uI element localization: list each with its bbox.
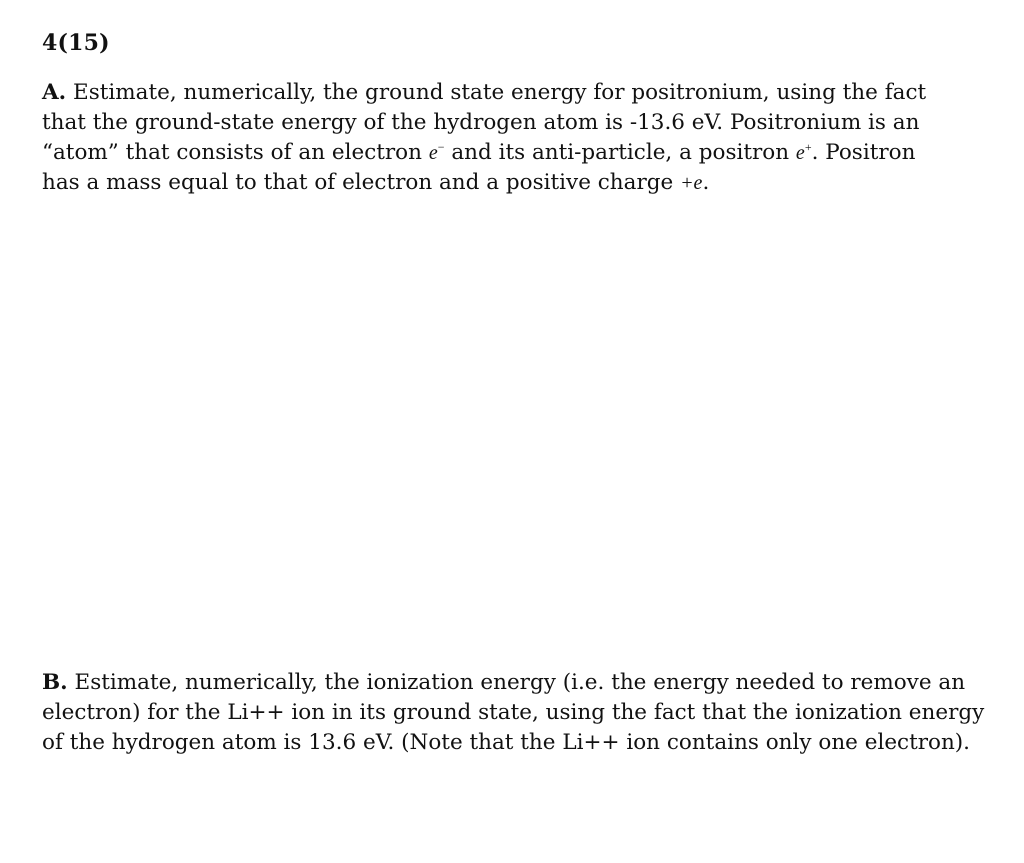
part-b-line-3: of the hydrogen atom is 13.6 eV. (Note that the Li++ ion contains only one electron). [42, 730, 971, 755]
part-a-line-3-end: . Positron [811, 140, 916, 165]
positron-symbol [796, 142, 812, 164]
part-a-line-4-end: . [702, 170, 710, 195]
part-a-label: A. [42, 80, 67, 105]
electron-charge-sign: − [437, 140, 445, 154]
part-a-line-2: that the ground-state energy of the hydrogen atom is -13.6 eV. Positronium is an [42, 110, 920, 135]
positron-charge-sign: + [804, 140, 812, 154]
part-a-line-3 [42, 138, 982, 168]
part-a-line-4 [42, 168, 982, 198]
problem-number: 4(15) [42, 30, 110, 56]
part-b-line-2: electron) for the Li++ ion in its ground state, using the fact that the ionization energy [42, 700, 985, 725]
part-a-line-1 [42, 78, 982, 108]
electron-symbol [429, 142, 445, 164]
part-a-line-3-middle: and its anti-particle, a positron [444, 140, 796, 165]
part-b-line-1-text: Estimate, numerically, the ionization energy (i.e. the energy needed to remove an [67, 670, 966, 695]
part-a-line-1-text: Estimate, numerically, the ground state energy for positronium, using the fact [66, 80, 927, 105]
part-b-question [42, 668, 985, 758]
part-b-line-1 [42, 668, 982, 698]
part-b-label: B. [42, 670, 68, 695]
part-a-line-4-start: has a mass equal to that of electron and a positive charge [42, 170, 681, 195]
positive-charge-symbol: +e [680, 172, 703, 194]
part-a-line-3-start: “atom” that consists of an electron [42, 140, 429, 165]
part-a-question [42, 78, 982, 198]
electron-symbol-letter: e [428, 142, 438, 164]
positron-symbol-letter: e [795, 142, 805, 164]
